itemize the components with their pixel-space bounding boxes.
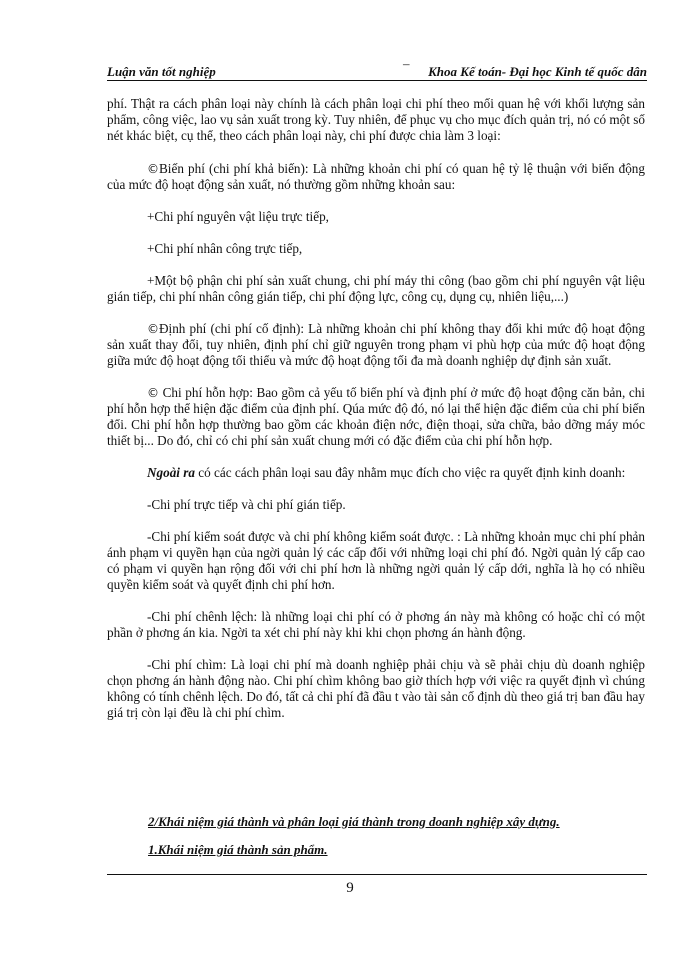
paragraph-direct-indirect: -Chi phí trực tiếp và chi phí gián tiếp. [147, 497, 346, 512]
list-item-overhead: +Một bộ phận chi phí sản xuất chung, chi phí máy thi công (bao gồm chi phí nguyên vật liệu gián tiếp, chi phí nhân công gián tiếp, chi phí động lực, công cụ, dụng cụ, nhiên liệu,...) [107, 273, 645, 304]
paragraph-mixed-cost [107, 385, 645, 449]
copyright-bullet-icon: © [147, 162, 159, 176]
paragraph-sunk: -Chi phí chìm: Là loại chi phí mà doanh nghiệp phải chịu và sẽ phải chịu dù doanh nghiệp chọn phơng án hành động nào. Chi phí chìm không bao giờ thích hợp với việc ra quyết định vì chúng không có tính chênh lệch. Do đó, tất cả chi phí đã đầu t vào tài sản cố định dù theo giá trị ban đầu hay giá trị còn lại đều là chi phí chìm. [107, 657, 645, 720]
copyright-bullet-icon: © [147, 322, 159, 336]
other-classifications-text: có các cách phân loại sau đây nhằm mục đích cho việc ra quyết định kinh doanh: [195, 465, 626, 480]
paragraph-fixed-cost [107, 321, 645, 369]
header-rule [107, 80, 647, 81]
page-number: 9 [346, 880, 354, 896]
list-item-direct-materials: +Chi phí nguyên vật liệu trực tiếp, [147, 209, 329, 224]
fixed-cost-text: Định phí (chi phí cố định): Là những khoản chi phí không thay đổi khi mức độ hoạt động sản xuất thay đổi, tuy nhiên, định phí chỉ giữ nguyên trong phạm vi phù hợp của mức độ hoạt động giữa mức độ hoạt động tối thiểu và mức độ hoạt động tối đa mà doanh nghiệp dự định sản xuất. [107, 321, 645, 368]
variable-cost-text: Biến phí (chi phí khả biến): Là những khoản chi phí có quan hệ tỷ lệ thuận với biến động của mức độ hoạt động sản xuất, nó thường gồm những khoản sau: [107, 161, 645, 192]
page-header [107, 56, 647, 82]
paragraph-other-classifications [107, 465, 645, 481]
body-text [107, 96, 645, 721]
footer-rule [107, 874, 647, 875]
header-faculty: Khoa Kế toán- Đại học Kinh tế quốc dân [428, 64, 647, 79]
paragraph-intro: phí. Thật ra cách phân loại này chính là cách phân loại chi phí theo mối quan hệ với khối lượng sản phẩm, công việc, lao vụ sản xuất trong kỳ. Tuy nhiên, để phục vụ cho mục đích quản trị, nó có một số nét khác biệt, cụ thể, theo cách phân loại này, chi phí được chia làm 3 loại: [107, 96, 645, 143]
paragraph-controllable: -Chi phí kiểm soát được và chi phí không kiểm soát được. : Là những khoản mục chi phí phản ánh phạm vi quyền hạn của ngời quản lý các cấp đối với những loại chi phí đó. Ngời quản lý cấp cao có phạm vi quyền hạn rộng đối với chi phí hơn là những ngời quản lý cấp dới, nghĩa là họ có nhiều quyền kiểm soát và quyết định chi phí hơn. [107, 529, 645, 592]
list-item-direct-labor: +Chi phí nhân công trực tiếp, [147, 241, 303, 256]
emphasis-ngoai-ra: Ngoài ra [147, 465, 195, 480]
paragraph-differential: -Chi phí chênh lệch: là những loại chi phí có ở phơng án này mà không có hoặc chỉ có một phần ở phơng án kia. Ngời ta xét chi phí này khi khi chọn phơng án hành động. [107, 609, 645, 640]
mixed-cost-text: Chi phí hỗn hợp: Bao gồm cả yếu tố biến phí và định phí ở mức độ hoạt động căn bản, chi phí hỗn hợp thể hiện đặc điểm của định phí. Qúa mức độ đó, nó lại thể hiện đặc điểm của chi phí biến đổi. Chi phí hỗn hợp thường bao gồm các khoản điện nớc, điện thoại, sửa chữa, bảo dỡng máy móc thiết bị... Do đó, chỉ có chi phí sản xuất chung mới có đặc điểm của chi phí hỗn hợp. [107, 385, 645, 448]
header-dash: – [403, 56, 410, 71]
section-heading-2: 2/Khái niệm giá thành và phân loại giá thành trong doanh nghiệp xây dựng. [148, 814, 560, 829]
subsection-heading-1: 1.Khái niệm giá thành sản phẩm. [148, 842, 328, 857]
copyright-bullet-icon: © [147, 386, 159, 400]
header-thesis-title: Luận văn tốt nghiệp [107, 64, 216, 79]
paragraph-variable-cost [107, 161, 645, 193]
